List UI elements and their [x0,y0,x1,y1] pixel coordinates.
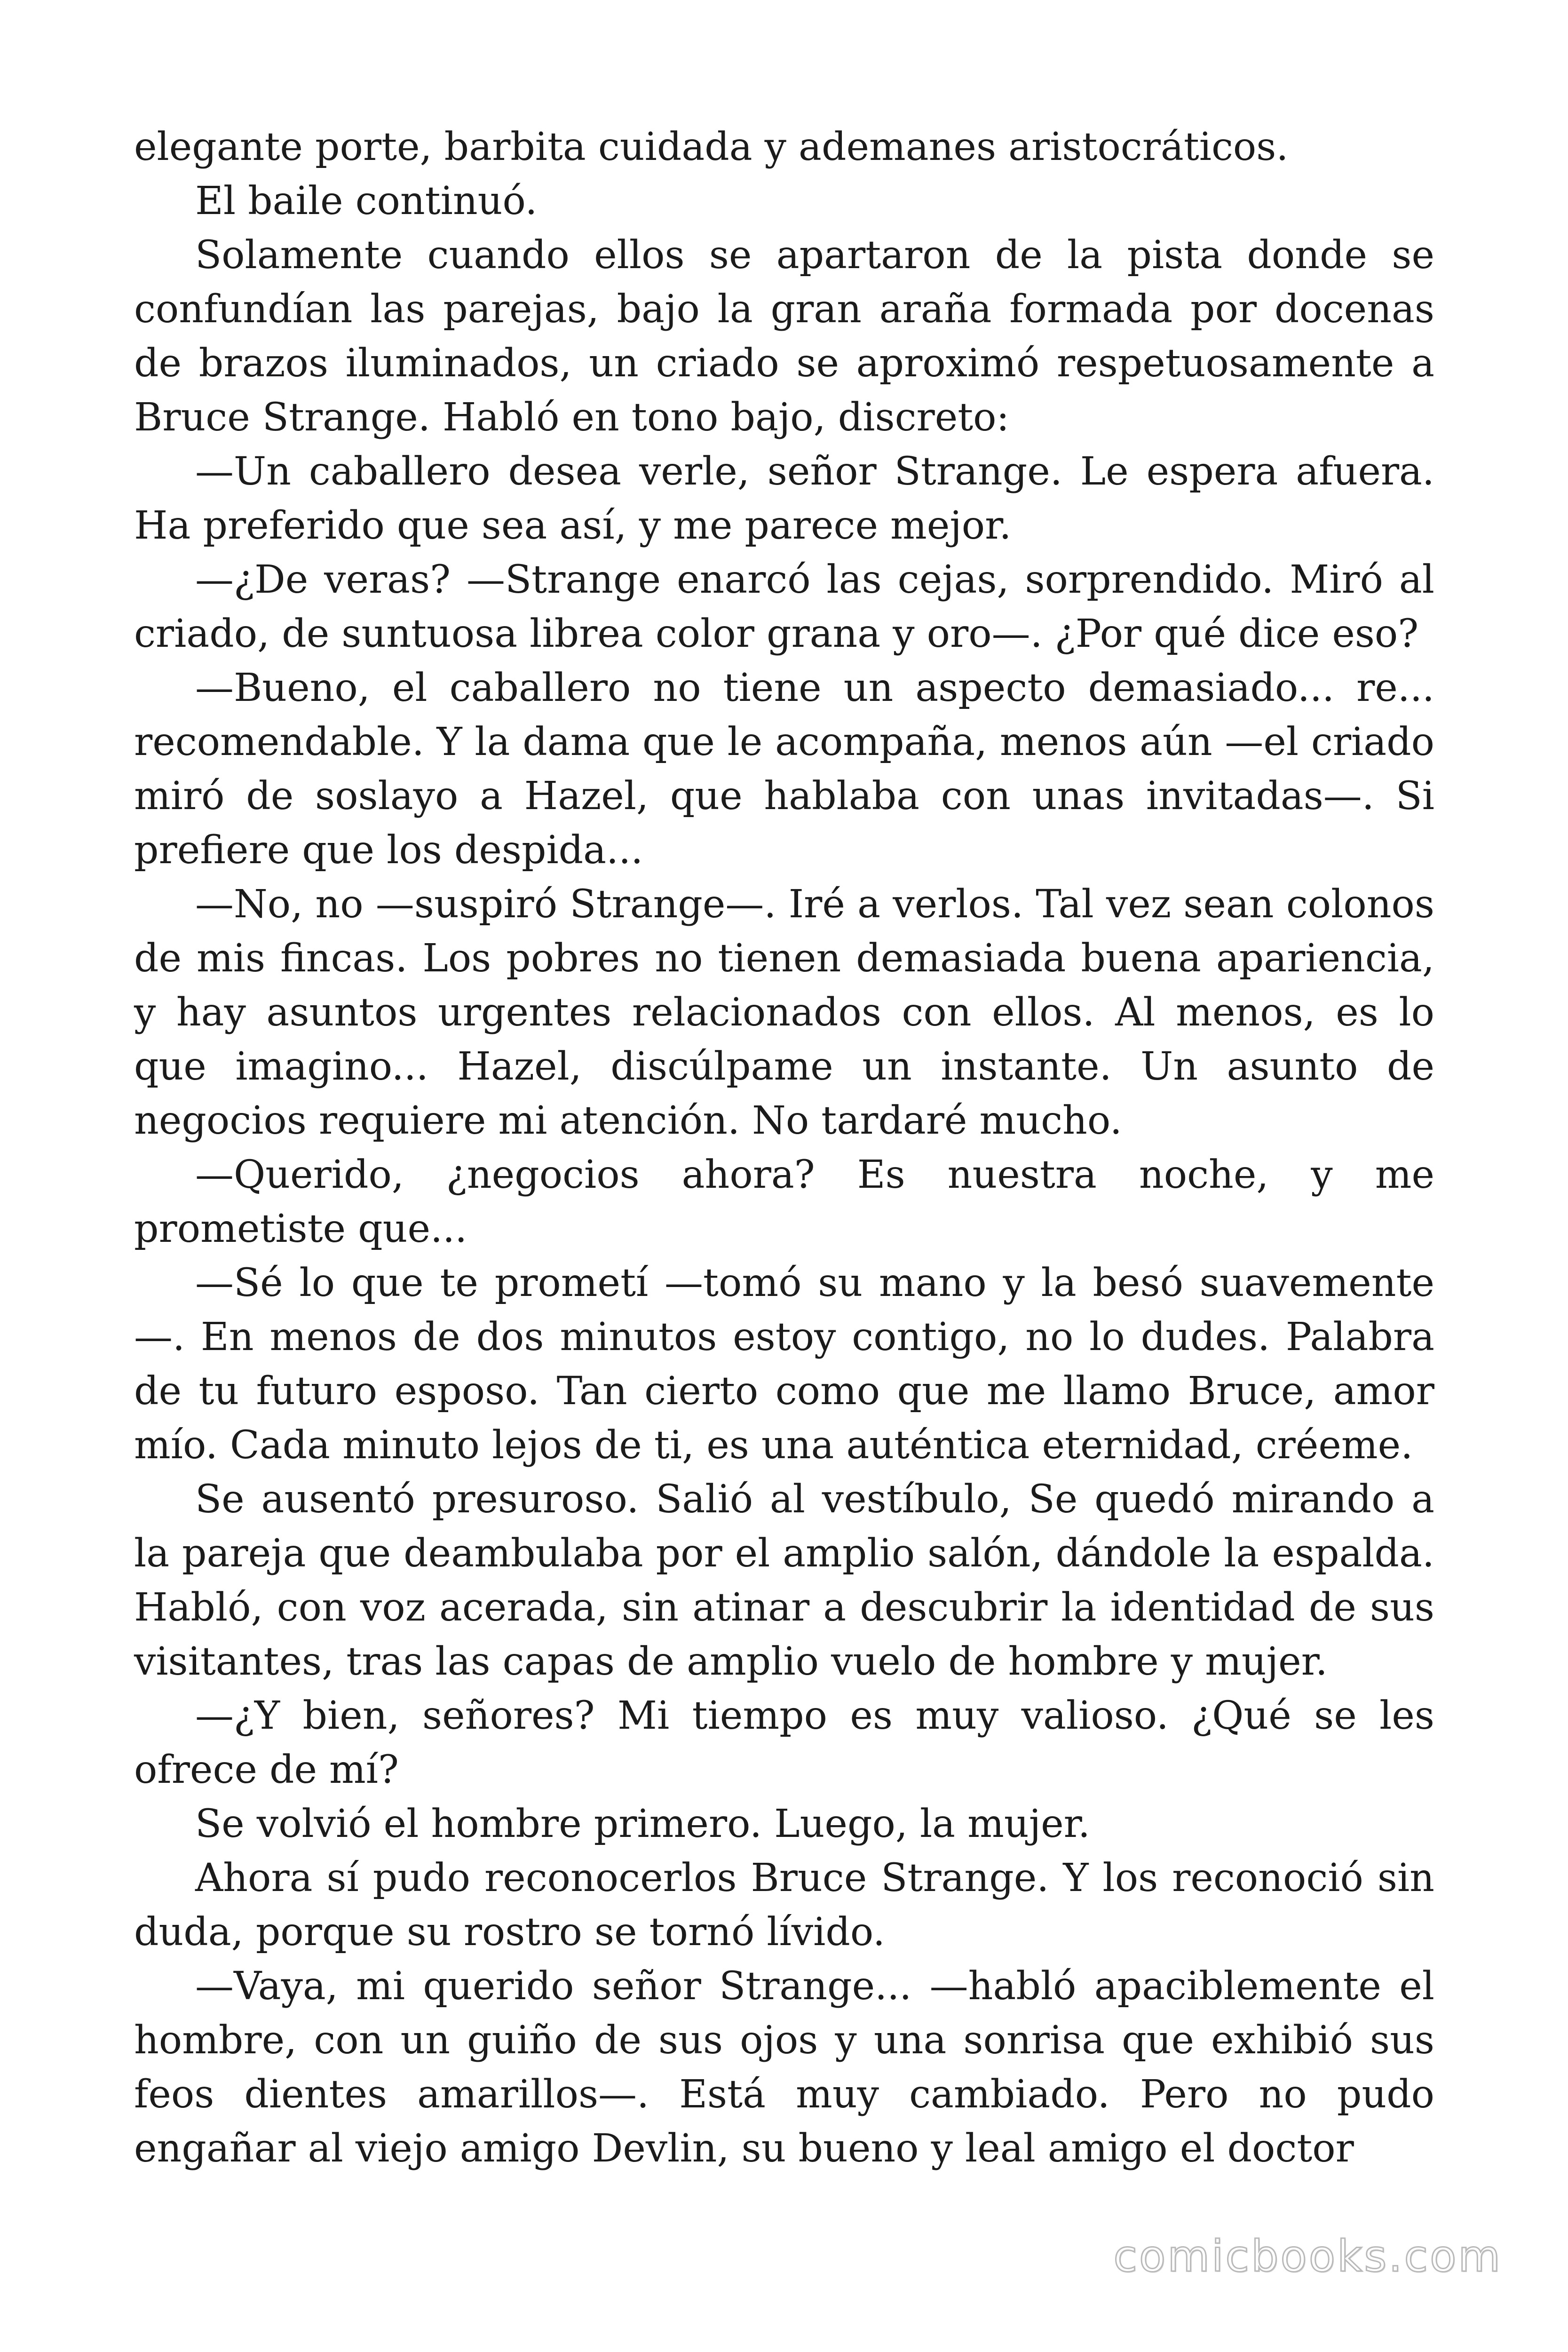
paragraph-13: Ahora sí pudo reconocerlos Bruce Strange. Y los reconoció sin duda, porque su rostro se tornó lívido. [134,1856,1434,1955]
paragraph-14: —Vaya, mi querido señor Strange... —habló apaciblemente el hombre, con un guiño de sus ojos y una sonrisa que exhibió sus feos dientes amarillos—. Está muy cambiado. Pero no pudo engañar al viejo amigo Devlin, su bueno y leal amigo el doctor [134,1964,1434,2171]
paragraph-10: Se ausentó presuroso. Salió al vestíbulo, Se quedó mirando a la pareja que deambulaba por el amplio salón, dándole la espalda. Habló, con voz acerada, sin atinar a descubrir la identidad de sus visitantes, tras las capas de amplio vuelo de hombre y mujer. [134,1477,1434,1684]
paragraph-6: —Bueno, el caballero no tiene un aspecto demasiado... re... recomendable. Y la dama que le acompaña, menos aún —el criado miró de soslayo a Hazel, que hablaba con unas invitadas—. Si prefiere que los despida... [134,666,1434,873]
watermark: comicbooks.com [1113,2231,1502,2281]
paragraph-7: —No, no —suspiró Strange—. Iré a verlos. Tal vez sean colonos de mis fincas. Los pobres no tienen demasiada buena apariencia, y hay asuntos urgentes relacionados con ellos. Al menos, es lo que imagino... Hazel, discúlpame un instante. Un asunto de negocios requiere mi atención. No tardaré mucho. [134,882,1434,1143]
book-page-text [134,120,1434,2176]
paragraph-9: —Sé lo que te prometí —tomó su mano y la besó suavemente—. En menos de dos minutos estoy contigo, no lo dudes. Palabra de tu futuro esposo. Tan cierto como que me llamo Bruce, amor mío. Cada minuto lejos de ti, es una auténtica eternidad, créeme. [134,1261,1434,1468]
paragraph-5: —¿De veras? —Strange enarcó las cejas, sorprendido. Miró al criado, de suntuosa librea color grana y oro—. ¿Por qué dice eso? [134,557,1434,656]
paragraph-3: Solamente cuando ellos se apartaron de la pista donde se confundían las parejas, bajo la gran araña formada por docenas de brazos iluminados, un criado se aproximó respetuosamente a Bruce Strange. Habló en tono bajo, discreto: [134,233,1434,440]
paragraph-11: —¿Y bien, señores? Mi tiempo es muy valioso. ¿Qué se les ofrece de mí? [134,1693,1434,1792]
paragraph-4: —Un caballero desea verle, señor Strange. Le espera afuera. Ha preferido que sea así, y me parece mejor. [134,449,1434,548]
paragraph-8: —Querido, ¿negocios ahora? Es nuestra noche, y me prometiste que... [134,1152,1434,1251]
paragraph-1: elegante porte, barbita cuidada y ademanes aristocráticos. [134,125,1289,169]
paragraph-12: Se volvió el hombre primero. Luego, la mujer. [195,1802,1090,1846]
paragraph-2: El baile continuó. [195,179,538,223]
